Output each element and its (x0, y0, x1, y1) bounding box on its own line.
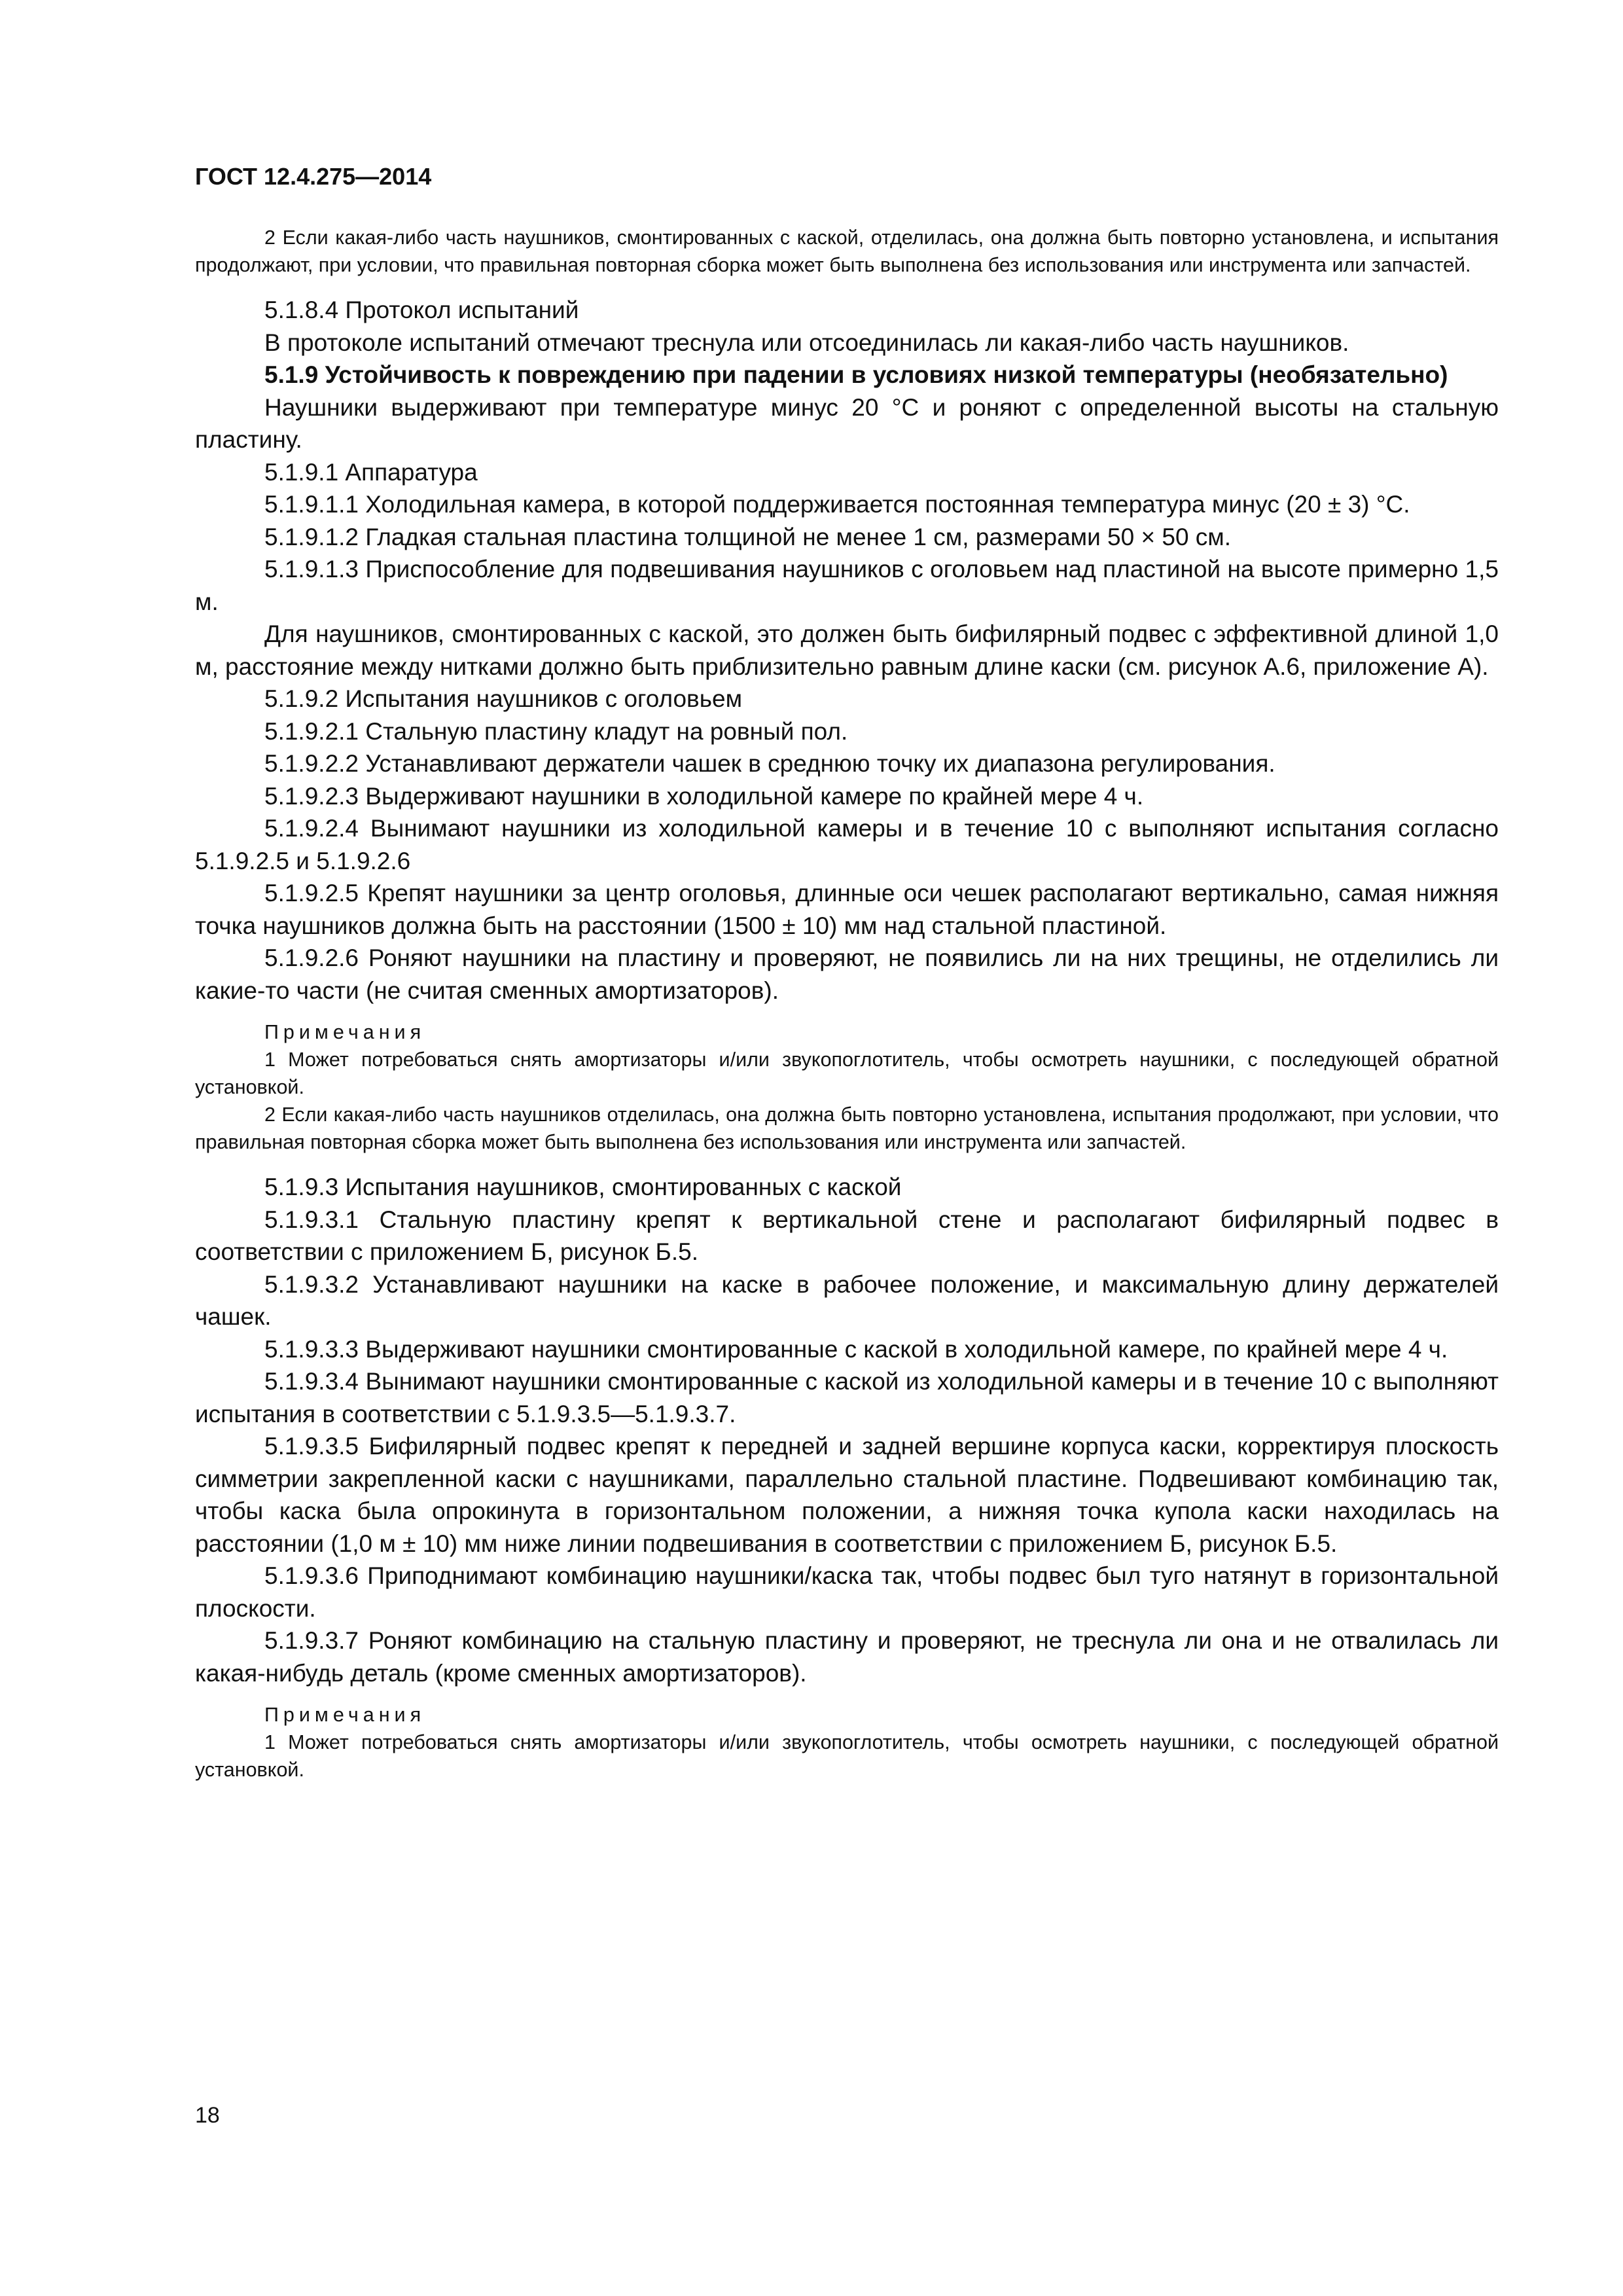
section-heading-bold: 5.1.9 Устойчивость к повреждению при падении в условиях низкой температуры (необязательно) (264, 361, 1448, 388)
document-header: ГОСТ 12.4.275—2014 (195, 163, 432, 190)
body-paragraph: 5.1.9.2.3 Выдерживают наушники в холодильной камере по крайней мере 4 ч. (264, 782, 1144, 810)
notes-heading: Примечания (264, 1021, 426, 1043)
body-paragraph: Наушники выдерживают при температуре минус 20 °С и роняют с определенной высоты на стальную пластину. (195, 393, 1499, 453)
section-heading: 5.1.9.1 Аппаратура (264, 458, 478, 486)
body-paragraph: 5.1.9.3.5 Бифилярный подвес крепят к передней и задней вершине корпуса каски, корректируя плоскость симметрии закрепленной каски с наушниками, параллельно стальной пластине. Подвешивают комбинацию так, чтобы каска была опрокинута в горизонтальном положении, а нижняя точка купола каски находилась на расстоянии (1,0 м ± 10) мм ниже линии подвешивания в соответствии с приложением Б, рисунок Б.5. (195, 1433, 1499, 1557)
note-paragraph: 2 Если какая-либо часть наушников отделилась, она должна быть повторно установлена, испытания продолжают, при условии, что правильная повторная сборка может быть выполнена без использования или инструмента или запчастей. (195, 1103, 1499, 1153)
body-paragraph: 5.1.9.2.1 Стальную пластину кладут на ровный пол. (264, 717, 848, 745)
body-paragraph: Для наушников, смонтированных с каской, это должен быть бифилярный подвес с эффективной длиной 1,0 м, расстояние между нитками должно быть приблизительно равным длине каски (см. рисунок А.6, приложение А). (195, 620, 1499, 680)
page-number: 18 (195, 2103, 220, 2128)
body-paragraph: 5.1.9.3.2 Устанавливают наушники на каске в рабочее положение, и максимальную длину держателей чашек. (195, 1270, 1499, 1330)
section-heading: 5.1.9.2 Испытания наушников с оголовьем (264, 685, 743, 712)
body-paragraph: 5.1.9.1.2 Гладкая стальная пластина толщиной не менее 1 см, размерами 50 × 50 см. (264, 523, 1232, 550)
note-paragraph: 1 Может потребоваться снять амортизаторы и/или звукопоглотитель, чтобы осмотреть наушники, с последующей обратной установкой. (195, 1049, 1499, 1098)
body-paragraph: 5.1.9.2.2 Устанавливают держатели чашек в среднюю точку их диапазона регулирования. (264, 750, 1275, 777)
body-paragraph: 5.1.9.1.3 Приспособление для подвешивания наушников с оголовьем над пластиной на высоте примерно 1,5 м. (195, 556, 1499, 615)
body-paragraph: 5.1.9.2.4 Вынимают наушники из холодильной камеры и в течение 10 с выполняют испытания согласно 5.1.9.2.5 и 5.1.9.2.6 (195, 815, 1499, 874)
body-paragraph: 5.1.9.3.6 Приподнимают комбинацию наушники/каска так, чтобы подвес был туго натянут в горизонтальной плоскости. (195, 1562, 1499, 1622)
body-paragraph: 5.1.9.2.6 Роняют наушники на пластину и проверяют, не появились ли на них трещины, не отделились ли какие-то части (не считая сменных амортизаторов). (195, 944, 1499, 1004)
body-paragraph: 5.1.9.3.4 Вынимают наушники смонтированные с каской из холодильной камеры и в течение 10 с выполняют испытания в соответствии с 5.1.9.3.5—5.1.9.3.7. (195, 1368, 1499, 1427)
notes-heading: Примечания (264, 1704, 426, 1726)
body-paragraph: 5.1.9.1.1 Холодильная камера, в которой поддерживается постоянная температура минус (20 ± 3) °С. (264, 491, 1410, 518)
note-paragraph: 1 Может потребоваться снять амортизаторы и/или звукопоглотитель, чтобы осмотреть наушники, с последующей обратной установкой. (195, 1731, 1499, 1781)
note-paragraph: 2 Если какая-либо часть наушников, смонтированных с каской, отделилась, она должна быть повторно установлена, и испытания продолжают, при условии, что правильная повторная сборка может быть выполнена без использования или инструмента или запчастей. (195, 226, 1499, 276)
section-heading: 5.1.8.4 Протокол испытаний (264, 296, 579, 323)
body-paragraph: В протоколе испытаний отмечают треснула или отсоединилась ли какая-либо часть наушников. (264, 329, 1349, 356)
section-heading: 5.1.9.3 Испытания наушников, смонтированных с каской (264, 1174, 902, 1200)
body-paragraph: 5.1.9.3.1 Стальную пластину крепят к вертикальной стене и располагают бифилярный подвес в соответствии с приложением Б, рисунок Б.5. (195, 1206, 1499, 1265)
page-content (195, 224, 1499, 1784)
body-paragraph: 5.1.9.2.5 Крепят наушники за центр оголовья, длинные оси чешек располагают вертикально, самая нижняя точка наушников должна быть на расстоянии (1500 ± 10) мм над стальной пластиной. (195, 880, 1499, 939)
body-paragraph: 5.1.9.3.7 Роняют комбинацию на стальную пластину и проверяют, не треснула ли она и не отвалилась ли какая-нибудь деталь (кроме сменных амортизаторов). (195, 1627, 1499, 1687)
body-paragraph: 5.1.9.3.3 Выдерживают наушники смонтированные с каской в холодильной камере, по крайней мере 4 ч. (264, 1335, 1448, 1363)
